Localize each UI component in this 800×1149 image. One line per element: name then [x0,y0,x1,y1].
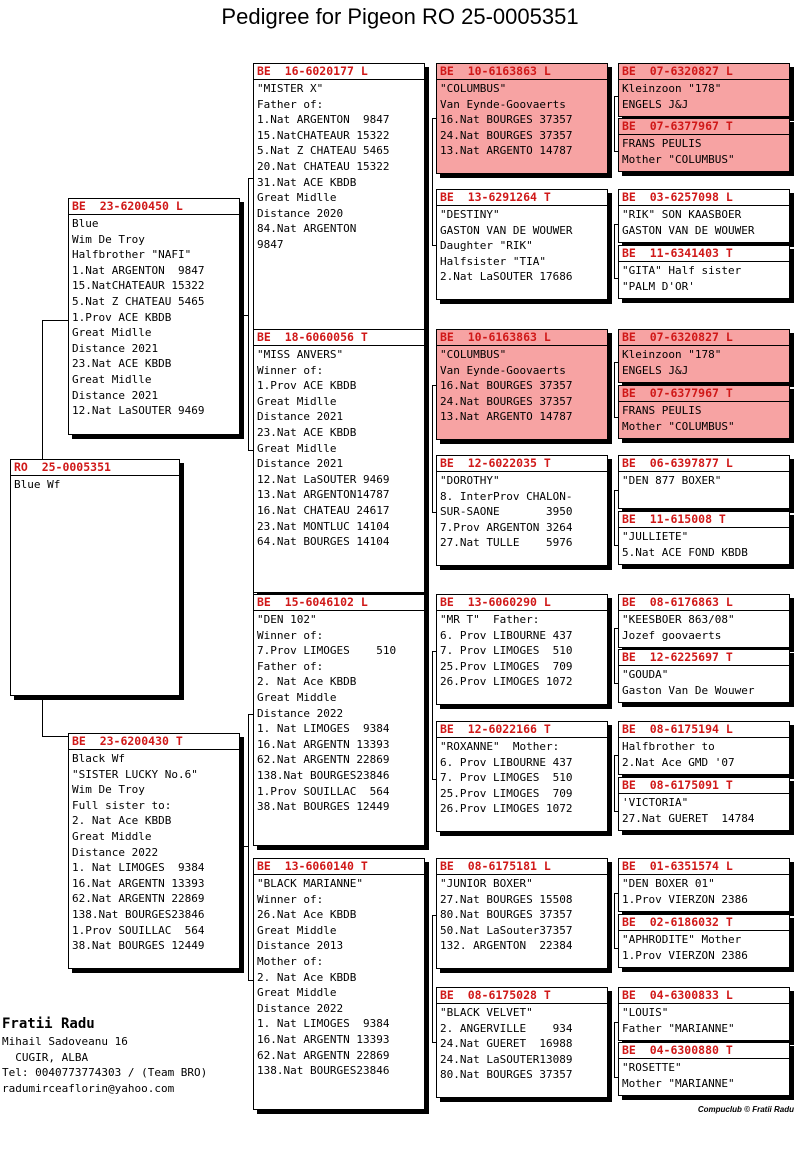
gg-granddam-box [618,385,790,439]
detail-line: Distance 2022 [72,845,159,859]
gg-grandsire-box [618,455,790,509]
gg-granddam-box [618,1042,790,1096]
detail-line: Distance 2021 [72,341,159,355]
ring-number: BE 03-6257098 L [619,190,789,206]
detail-line: 2.Nat Ace GMD '07 [622,755,735,769]
detail-line: ENGELS J&J [622,363,689,377]
detail-line: 24.Nat BOURGES 37357 [440,394,573,408]
great-granddam-box [436,721,608,832]
detail-line: 62.Nat ARGENTN 22869 [72,892,205,906]
ring-number: BE 13-6060290 L [437,595,607,611]
pigeon-details [254,80,424,253]
gg-granddam-box [618,649,790,703]
detail-line: "GITA" Half sister [622,264,742,277]
ring-number: BE 01-6351574 L [619,859,789,875]
detail-line: 62.Nat ARGENTN 22869 [257,1048,390,1062]
ring-number: BE 04-6300833 L [619,988,789,1004]
detail-line: Van Eynde-Goovaerts [440,363,566,377]
great-grandsire-box [436,594,608,705]
detail-line: Distance 2021 [257,457,344,471]
detail-line: Great Middle [72,829,152,843]
detail-line: 23.Nat MONTLUC 14104 [257,519,390,533]
pigeon-details [437,80,607,159]
detail-line: "GOUDA" [622,668,669,681]
connector-line [614,224,615,278]
detail-line: Daughter "RIK" [440,239,533,253]
detail-line: Distance 2022 [257,1001,344,1015]
detail-line: 27.Nat GUERET 14784 [622,811,755,825]
detail-line: Blue [72,217,99,230]
detail-line: "MR T" Father: [440,613,540,626]
great-granddam-box [436,987,608,1098]
detail-line: "LOUIS" [622,1006,669,1019]
detail-line: 15.NatCHATEAUR 15322 [257,128,390,142]
detail-line: 16.Nat BOURGES 37357 [440,379,573,393]
detail-line: 27.Nat TULLE 5976 [440,536,573,550]
ring-number: BE 23-6200450 L [69,199,239,215]
detail-line: GASTON VAN DE WOUWER [622,223,755,237]
detail-line: 1.Prov SOUILLAC 564 [257,784,390,798]
pigeon-details [437,472,607,551]
detail-line: 26.Prov LIMOGES 1072 [440,802,573,816]
detail-line: 16.Nat BOURGES 37357 [440,113,573,127]
sire-box [68,198,240,435]
detail-line: 13.Nat ARGENTON14787 [257,488,390,502]
detail-line: ENGELS J&J [622,97,689,111]
ring-number: BE 07-6320827 L [619,64,789,80]
detail-line: "DEN 102" [257,613,317,626]
ring-number: BE 08-6176863 L [619,595,789,611]
detail-line: 16.Nat ARGENTN 13393 [72,876,205,890]
pigeon-details [254,875,424,1079]
connector-line [248,178,249,450]
detail-line: Kleinzoon "178" [622,348,722,361]
detail-line: Father of: [257,659,324,673]
dam-box [68,733,240,969]
detail-line: 62.Nat ARGENTN 22869 [257,753,390,767]
ring-number: BE 07-6320827 L [619,330,789,346]
detail-line: Wim De Troy [72,783,145,797]
detail-line: Jozef goovaerts [622,628,722,642]
detail-line: Great Midlle [257,394,337,408]
connector-line [240,315,249,316]
detail-line: "APHRODITE" Mother [622,933,742,946]
detail-line: "JULLIETE" [622,530,689,543]
connector-line [432,118,433,245]
detail-line: 16.Nat ARGENTN 13393 [257,1032,390,1046]
detail-line: Great Midlle [257,191,337,205]
detail-line: Winner of: [257,628,324,642]
owner-address-city: CUGIR, ALBA [2,1050,89,1064]
pigeon-details [11,476,179,493]
great-granddam-box [436,455,608,566]
ring-number: BE 15-6046102 L [254,595,424,611]
detail-line: 1.Nat ARGENTON 9847 [257,113,390,127]
pigeon-details [619,135,789,167]
detail-line: Halfbrother "NAFI" [72,248,192,262]
ring-number: BE 23-6200430 T [69,734,239,750]
detail-line: Blue Wf [14,478,61,491]
pigeon-details [437,206,607,285]
detail-line: Winner of: [257,892,324,906]
detail-line: 24.Nat LaSOUTER13089 [440,1052,573,1066]
detail-line: "COLUMBUS" [440,82,507,95]
detail-line: 1.Prov ACE KBDB [72,310,172,324]
pigeon-details [619,666,789,698]
detail-line: 1.Prov VIERZON 2386 [622,892,748,906]
detail-line: Mother "COLUMBUS" [622,152,735,166]
ring-number: BE 08-6175028 T [437,988,607,1004]
connector-line [614,755,615,811]
detail-line: Halfbrother to [622,740,715,753]
gg-grandsire-box [618,721,790,775]
owner-phone: Tel: 0040773774303 / (Team BRO) [2,1066,208,1080]
detail-line: "DEN BOXER 01" [622,877,715,890]
detail-line: 84.Nat ARGENTON [257,222,357,236]
detail-line: 5.Nat Z CHATEAU 5465 [72,294,205,308]
ring-number: BE 08-6175181 L [437,859,607,875]
detail-line: 16.Nat CHATEAU 24617 [257,503,390,517]
detail-line: 23.Nat ACE KBDB [257,425,357,439]
ring-number: RO 25-0005351 [11,460,179,476]
detail-line: Black Wf [72,752,125,765]
detail-line: Father of: [257,97,324,111]
ring-number: BE 08-6175091 T [619,778,789,794]
detail-line: 7. Prov LIMOGES 510 [440,771,573,785]
detail-line: 5.Nat Z CHATEAU 5465 [257,144,390,158]
detail-line: Great Middle [257,986,337,1000]
ring-number: BE 02-6186032 T [619,915,789,931]
detail-line: 20.Nat CHATEAU 15322 [257,159,390,173]
detail-line: 7. Prov LIMOGES 510 [440,644,573,658]
detail-line: 50.Nat LaSouter37357 [440,923,573,937]
pigeon-details [619,528,789,560]
detail-line: 1.Prov SOUILLAC 564 [72,923,205,937]
detail-line: 1.Prov ACE KBDB [257,379,357,393]
ring-number: BE 11-615008 T [619,512,789,528]
detail-line: 26.Prov LIMOGES 1072 [440,675,573,689]
detail-line: 1.Nat ARGENTON 9847 [72,263,205,277]
page-title: Pedigree for Pigeon RO 25-0005351 [221,4,579,29]
great-granddam-box [436,189,608,300]
detail-line: Winner of: [257,363,324,377]
pigeon-details [437,611,607,690]
detail-line: "DESTINY" [440,208,500,221]
detail-line: 'VICTORIA" [622,796,689,809]
detail-line: Distance 2020 [257,206,344,220]
detail-line: Full sister to: [72,798,172,812]
pigeon-details [619,794,789,826]
ring-number: BE 12-6022035 T [437,456,607,472]
detail-line: 27.Nat BOURGES 15508 [440,892,573,906]
connector-line [432,915,433,1042]
connector-line [248,714,249,980]
detail-line: 12.Nat LaSOUTER 9469 [72,404,205,418]
detail-line: 138.Nat BOURGES23846 [257,768,390,782]
pigeon-details [619,875,789,907]
detail-line: 138.Nat BOURGES23846 [257,1064,390,1078]
pigeon-details [619,206,789,238]
pigeon-details [254,611,424,815]
detail-line: 23.Nat ACE KBDB [72,357,172,371]
detail-line: "MISS ANVERS" [257,348,344,361]
detail-line: 5.Nat ACE FOND KBDB [622,545,748,559]
pigeon-details [619,262,789,294]
detail-line: 1. Nat LIMOGES 9384 [72,861,205,875]
detail-line: "PALM D'OR' [622,279,695,293]
detail-line: "SISTER LUCKY No.6" [72,767,198,781]
pigeon-details [619,472,789,489]
detail-line: Great Midlle [257,441,337,455]
detail-line: 13.Nat ARGENTO 14787 [440,144,573,158]
pigeon-details [619,738,789,770]
detail-line: Gaston Van De Wouwer [622,683,755,697]
pigeon-details [619,80,789,112]
detail-line: Van Eynde-Goovaerts [440,97,566,111]
detail-line: Father "MARIANNE" [622,1021,735,1035]
detail-line: 1. Nat LIMOGES 9384 [257,722,390,736]
detail-line: Great Middle [257,923,337,937]
detail-line: FRANS PEULIS [622,137,702,150]
detail-line: Mother "MARIANNE" [622,1076,735,1090]
owner-email: radumirceaflorin@yahoo.com [2,1081,175,1095]
detail-line: 25.Prov LIMOGES 709 [440,786,573,800]
ring-number: BE 13-6291264 T [437,190,607,206]
detail-line: 132. ARGENTON 22384 [440,939,573,953]
detail-line: 2. Nat Ace KBDB [257,675,357,689]
connector-line [240,846,249,847]
pigeon-details [619,611,789,643]
ring-number: BE 06-6397877 L [619,456,789,472]
connector-line [614,96,615,151]
detail-line: Distance 2013 [257,939,344,953]
detail-line: Great Midlle [72,372,152,386]
connector-line [432,385,433,512]
pigeon-details [254,346,424,550]
detail-line: 24.Nat BOURGES 37357 [440,128,573,142]
gg-grandsire-box [618,987,790,1041]
granddam-box [253,858,425,1110]
connector-line [614,362,615,417]
detail-line: 16.Nat ARGENTN 13393 [257,737,390,751]
pigeon-details [437,346,607,425]
gg-granddam-box [618,914,790,968]
detail-line: Mother "COLUMBUS" [622,419,735,433]
detail-line: 1.Prov VIERZON 2386 [622,948,748,962]
detail-line: 38.Nat BOURGES 12449 [257,800,390,814]
gg-grandsire-box [618,63,790,117]
ring-number: BE 12-6225697 T [619,650,789,666]
connector-line [432,651,433,779]
detail-line: 7.Prov LIMOGES 510 [257,644,397,658]
great-grandsire-box [436,329,608,440]
ring-number: BE 08-6175194 L [619,722,789,738]
granddam-box [253,329,425,593]
ring-number: BE 18-6060056 T [254,330,424,346]
pigeon-details [437,1004,607,1083]
connector-line [614,490,615,545]
detail-line: "JUNIOR BOXER" [440,877,533,890]
gg-grandsire-box [618,189,790,243]
ring-number: BE 13-6060140 T [254,859,424,875]
owner-address-street: Mihail Sadoveanu 16 [2,1035,128,1048]
detail-line: 7.Prov ARGENTON 3264 [440,520,573,534]
gg-granddam-box [618,777,790,831]
ring-number: BE 07-6377967 T [619,119,789,135]
detail-line: "BLACK MARIANNE" [257,877,363,890]
ring-number: BE 12-6022166 T [437,722,607,738]
pigeon-details [619,1059,789,1091]
detail-line: 26.Nat Ace KBDB [257,908,357,922]
detail-line: 2.Nat LaSOUTER 17686 [440,270,573,284]
detail-line: 8. InterProv CHALON- [440,489,573,503]
connector-line [42,736,70,737]
detail-line: FRANS PEULIS [622,404,702,417]
pigeon-details [619,1004,789,1036]
detail-line: 13.Nat ARGENTO 14787 [440,410,573,424]
detail-line: 24.Nat GUERET 16988 [440,1037,573,1051]
footer-credit: Compuclub © Fratii Radu [697,1105,794,1114]
connector-line [614,1022,615,1077]
connector-line [614,628,615,683]
detail-line: Distance 2021 [257,410,344,424]
detail-line: 80.Nat BOURGES 37357 [440,908,573,922]
detail-line: Kleinzoon "178" [622,82,722,95]
detail-line: SUR-SAONE 3950 [440,505,573,519]
detail-line: "BLACK VELVET" [440,1006,533,1019]
detail-line: Wim De Troy [72,232,145,246]
detail-line: Halfsister "TIA" [440,254,546,268]
pigeon-details [69,750,239,954]
gg-grandsire-box [618,858,790,912]
pigeon-details [619,931,789,963]
detail-line: "RIK" SON KAASBOER [622,208,742,221]
pigeon-details [69,215,239,419]
detail-line: GASTON VAN DE WOUWER [440,223,573,237]
detail-line: "ROXANNE" Mother: [440,740,560,753]
detail-line: "MISTER X" [257,82,324,95]
detail-line: 138.Nat BOURGES23846 [72,907,205,921]
detail-line: 25.Prov LIMOGES 709 [440,659,573,673]
detail-line: 6. Prov LIBOURNE 437 [440,755,573,769]
detail-line: Distance 2022 [257,706,344,720]
grandsire-box [253,594,425,846]
pigeon-details [619,402,789,434]
ring-number: BE 10-6163863 L [437,64,607,80]
connector-line [42,320,70,321]
owner-block [2,1014,207,1096]
gg-granddam-box [618,118,790,172]
detail-line: 6. Prov LIBOURNE 437 [440,628,573,642]
great-grandsire-box [436,63,608,174]
gg-grandsire-box [618,329,790,383]
detail-line: 1. Nat LIMOGES 9384 [257,1017,390,1031]
detail-line: 15.NatCHATEAUR 15322 [72,279,205,293]
ring-number: BE 11-6341403 T [619,246,789,262]
detail-line: "ROSETTE" [622,1061,682,1074]
ring-number: BE 16-6020177 L [254,64,424,80]
ring-number: BE 07-6377967 T [619,386,789,402]
detail-line: "COLUMBUS" [440,348,507,361]
pigeon-details [437,738,607,817]
detail-line: 80.Nat BOURGES 37357 [440,1068,573,1082]
detail-line: 2. Nat Ace KBDB [72,814,172,828]
detail-line: "KEESBOER 863/08" [622,613,735,626]
detail-line: "DOROTHY" [440,474,500,487]
detail-line: "DEN 877 BOXER" [622,474,722,487]
ring-number: BE 10-6163863 L [437,330,607,346]
detail-line: Great Middle [257,690,337,704]
detail-line: Great Midlle [72,326,152,340]
connector-line [614,893,615,948]
pigeon-details [437,875,607,954]
connector-line [42,696,43,736]
detail-line: Distance 2021 [72,388,159,402]
detail-line: 64.Nat BOURGES 14104 [257,535,390,549]
great-grandsire-box [436,858,608,969]
detail-line: 2. ANGERVILLE 934 [440,1021,573,1035]
owner-name: Fratii Radu [2,1016,95,1032]
pigeon-details [619,346,789,378]
subject-pigeon-box [10,459,180,696]
gg-granddam-box [618,245,790,299]
detail-line: 31.Nat ACE KBDB [257,175,357,189]
detail-line: Mother of: [257,954,324,968]
gg-granddam-box [618,511,790,565]
detail-line: 12.Nat LaSOUTER 9469 [257,472,390,486]
ring-number: BE 04-6300880 T [619,1043,789,1059]
detail-line: 38.Nat BOURGES 12449 [72,939,205,953]
gg-grandsire-box [618,594,790,648]
detail-line: 2. Nat Ace KBDB [257,970,357,984]
detail-line: 9847 [257,237,284,251]
connector-line [42,320,43,460]
